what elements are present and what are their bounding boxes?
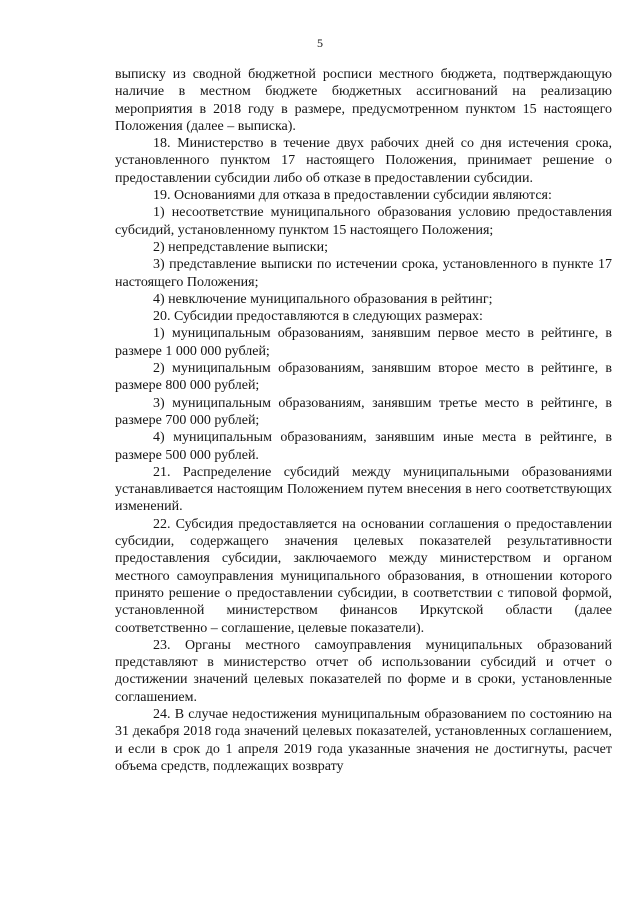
page-number: 5 [317, 36, 323, 50]
paragraph-19-item-3: 3) представление выписки по истечении срока, установленного в пункте 17 настоящего Положения; [115, 257, 612, 290]
paragraph-20-item-2: 2) муниципальным образованиям, занявшим второе место в рейтинге, в размере 800 000 рублей; [115, 361, 612, 394]
paragraph-22: 22. Субсидия предоставляется на основании соглашения о предоставлении субсидии, содержащего значения целевых показателей результативности предоставления субсидии, заключаемого между министерством и органом местного самоуправления муниципального образования, в отношении которого принято решение о предоставлении субсидии, в соответствии с типовой формой, установленной министерством финансов Иркутской области (далее соответственно – соглашение, целевые показатели). [115, 516, 612, 636]
paragraph-19-item-1: 1) несоответствие муниципального образования условию предоставления субсидий, установленному пунктом 15 настоящего Положения; [115, 205, 612, 238]
paragraph-19-item-2: 2) непредставление выписки; [153, 239, 328, 255]
paragraph-20: 20. Субсидии предоставляются в следующих размерах: [153, 309, 483, 325]
document-body [115, 66, 612, 775]
paragraph-20-item-4: 4) муниципальным образованиям, занявшим иные места в рейтинге, в размере 500 000 рублей. [115, 430, 612, 463]
paragraph-19: 19. Основаниями для отказа в предоставлении субсидии являются: [153, 188, 552, 204]
paragraph-24: 24. В случае недостижения муниципальным образованием по состоянию на 31 декабря 2018 года значений целевых показателей, установленных соглашением, и если в срок до 1 апреля 2019 года указанные значения не достигнуты, расчет объема средств, подлежащих возврату [115, 706, 612, 774]
paragraph-17-continuation: выписку из сводной бюджетной росписи местного бюджета, подтверждающую наличие в местном бюджете бюджетных ассигнований на реализацию мероприятия в 2018 году в размере, предусмотренном пунктом 15 настоящего Положения (далее – выписка). [115, 67, 612, 134]
paragraph-20-item-1: 1) муниципальным образованиям, занявшим первое место в рейтинге, в размере 1 000 000 рублей; [115, 326, 612, 359]
paragraph-20-item-3: 3) муниципальным образованиям, занявшим третье место в рейтинге, в размере 700 000 рублей; [115, 395, 612, 428]
paragraph-23: 23. Органы местного самоуправления муниципальных образований представляют в министерство отчет об использовании субсидий и отчет о достижении значений целевых показателей по форме и в сроки, установленные соглашением. [115, 637, 612, 705]
paragraph-21: 21. Распределение субсидий между муниципальными образованиями устанавливается настоящим Положением путем внесения в него соответствующих изменений. [115, 464, 612, 515]
paragraph-18: 18. Министерство в течение двух рабочих дней со дня истечения срока, установленного пунктом 17 настоящего Положения, принимает решение о предоставлении субсидии либо об отказе в предоставлении субсидии. [115, 136, 612, 186]
paragraph-19-item-4: 4) невключение муниципального образования в рейтинг; [153, 291, 493, 307]
